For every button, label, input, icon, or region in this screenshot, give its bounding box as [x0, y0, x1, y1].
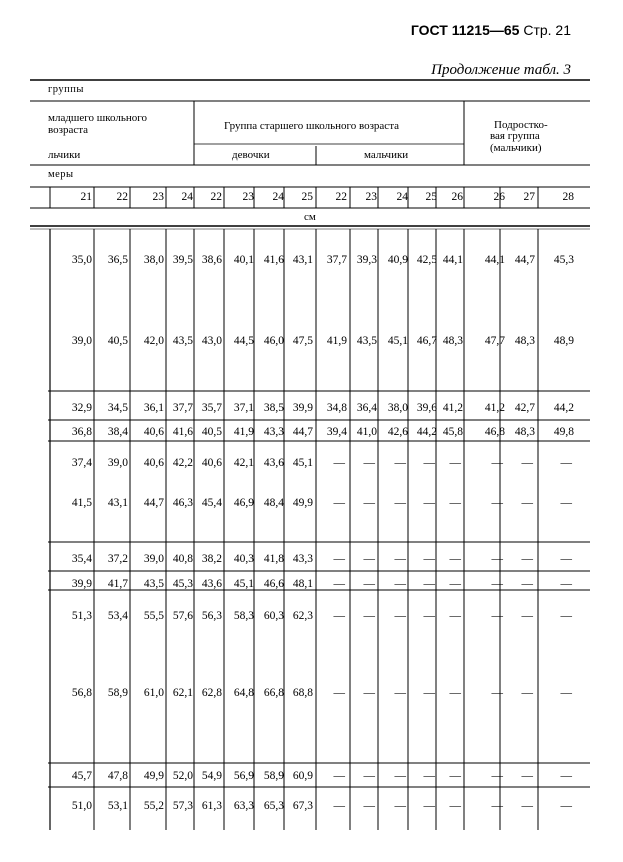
size-header-cell: 24 — [396, 191, 408, 203]
junior-boys-subheader: льчики — [48, 149, 81, 161]
page-number: Стр. 21 — [523, 22, 571, 38]
table-cell: 37,2 — [107, 553, 128, 565]
table-cell: 56,9 — [233, 770, 254, 782]
table-cell: — — [333, 553, 345, 565]
table-cell: 60,3 — [263, 610, 284, 622]
table-cell: — — [521, 457, 533, 469]
table-cell: 39,6 — [416, 402, 437, 414]
table-cell: 58,9 — [107, 687, 128, 699]
table-cell: 43,3 — [263, 426, 284, 438]
table-cell: 56,3 — [201, 610, 222, 622]
table-cell: — — [491, 770, 503, 782]
table-cell: 48,1 — [292, 578, 313, 590]
size-header-cell: 26 — [451, 191, 463, 203]
table-cell: — — [394, 457, 406, 469]
table-cell: 39,9 — [71, 578, 92, 590]
table-cell: 40,6 — [143, 426, 164, 438]
table-cell: — — [521, 578, 533, 590]
table-cell: — — [560, 578, 572, 590]
table-cell: 36,5 — [107, 254, 128, 266]
table-cell: — — [363, 497, 375, 509]
table-cell: — — [363, 457, 375, 469]
table-cell: 41,5 — [71, 497, 92, 509]
table-cell: 39,0 — [107, 457, 128, 469]
table-cell: 44,7 — [292, 426, 313, 438]
table-cell: 41,9 — [233, 426, 254, 438]
table-cell: — — [333, 497, 345, 509]
table-cell: 43,0 — [201, 335, 222, 347]
table-cell: 46,6 — [263, 578, 284, 590]
table-cell: 63,3 — [233, 800, 254, 812]
table-cell: 39,0 — [71, 335, 92, 347]
groups-label: группы — [48, 84, 84, 95]
table-cell: — — [394, 578, 406, 590]
table-cell: 41,2 — [484, 402, 505, 414]
table-cell: 45,3 — [553, 254, 574, 266]
table-cell: 41,7 — [107, 578, 128, 590]
table-cell: — — [363, 610, 375, 622]
table-cell: 48,9 — [553, 335, 574, 347]
table-cell: 42,0 — [143, 335, 164, 347]
table-cell: 65,3 — [263, 800, 284, 812]
table-cell: 34,5 — [107, 402, 128, 414]
table-cell: — — [521, 553, 533, 565]
table-cell: 41,6 — [263, 254, 284, 266]
table-cell: 39,4 — [326, 426, 347, 438]
table-cell: — — [521, 800, 533, 812]
table-cell: 34,8 — [326, 402, 347, 414]
table-cell: 53,1 — [107, 800, 128, 812]
table-cell: 40,8 — [172, 553, 193, 565]
table-cell: 40,9 — [387, 254, 408, 266]
table-cell: — — [363, 578, 375, 590]
size-header-cell: 24 — [272, 191, 284, 203]
table-cell: 41,0 — [356, 426, 377, 438]
table-cell: — — [491, 457, 503, 469]
table-cell: 58,9 — [263, 770, 284, 782]
table-cell: 43,3 — [292, 553, 313, 565]
table-cell: — — [333, 610, 345, 622]
table-cell: 45,8 — [442, 426, 463, 438]
table-cell: — — [363, 770, 375, 782]
table-cell: — — [521, 770, 533, 782]
size-header-cell: 27 — [523, 191, 535, 203]
table-cell: 38,4 — [107, 426, 128, 438]
table-cell: 39,5 — [172, 254, 193, 266]
table-cell: 44,1 — [484, 254, 505, 266]
table-cell: 41,2 — [442, 402, 463, 414]
table-cell: 57,6 — [172, 610, 193, 622]
table-cell: 55,2 — [143, 800, 164, 812]
table-cell: 45,4 — [201, 497, 222, 509]
table-cell: 48,4 — [263, 497, 284, 509]
size-header-cell: 22 — [116, 191, 128, 203]
table-cell: 53,4 — [107, 610, 128, 622]
table-cell: 58,3 — [233, 610, 254, 622]
table-cell: — — [491, 497, 503, 509]
table-cell: 47,7 — [484, 335, 505, 347]
table-cell: — — [560, 457, 572, 469]
table-cell: 49,9 — [143, 770, 164, 782]
table-cell: 46,8 — [484, 426, 505, 438]
table-cell: — — [560, 553, 572, 565]
table-cell: 56,8 — [71, 687, 92, 699]
table-cell: — — [423, 578, 435, 590]
table-cell: — — [560, 497, 572, 509]
table-continuation-label: Продолжение табл. 3 — [431, 62, 571, 78]
table-cell: 43,5 — [172, 335, 193, 347]
table-cell: 44,7 — [514, 254, 535, 266]
table-cell: 43,1 — [107, 497, 128, 509]
table-cell: 40,5 — [107, 335, 128, 347]
table-cell: 38,2 — [201, 553, 222, 565]
table-cell: — — [423, 497, 435, 509]
table-cell: — — [521, 497, 533, 509]
table-cell: — — [333, 800, 345, 812]
table-cell: 45,3 — [172, 578, 193, 590]
table-cell: 46,7 — [416, 335, 437, 347]
measures-label: меры — [48, 169, 74, 180]
table-cell: 49,8 — [553, 426, 574, 438]
table-cell: 62,1 — [172, 687, 193, 699]
table-cell: 40,1 — [233, 254, 254, 266]
table-cell: 45,1 — [387, 335, 408, 347]
table-cell: 40,3 — [233, 553, 254, 565]
table-cell: 51,3 — [71, 610, 92, 622]
table-cell: 43,5 — [356, 335, 377, 347]
table-cell: 32,9 — [71, 402, 92, 414]
table-cell: — — [449, 800, 461, 812]
table-cell: 44,7 — [143, 497, 164, 509]
size-header-cell: 26 — [493, 191, 505, 203]
table-cell: 43,6 — [201, 578, 222, 590]
size-header-cell: 23 — [365, 191, 377, 203]
table-cell: 44,1 — [442, 254, 463, 266]
junior-group-header-line2: возраста — [48, 124, 89, 136]
table-cell: — — [423, 457, 435, 469]
table-cell: 49,9 — [292, 497, 313, 509]
table-cell: — — [394, 800, 406, 812]
table-cell: 43,5 — [143, 578, 164, 590]
size-header-cell: 25 — [425, 191, 437, 203]
table-cell: 47,5 — [292, 335, 313, 347]
table-cell: 36,1 — [143, 402, 164, 414]
table-cell: — — [394, 497, 406, 509]
table-cell: 39,3 — [356, 254, 377, 266]
table-cell: — — [449, 610, 461, 622]
table-cell: — — [333, 578, 345, 590]
girls-subheader: девочки — [232, 149, 270, 161]
table-cell: — — [491, 687, 503, 699]
size-header-cell: 21 — [80, 191, 92, 203]
table-cell: — — [423, 770, 435, 782]
teen-group-header-line3: (мальчики) — [490, 142, 542, 154]
size-header-cell: 23 — [152, 191, 164, 203]
table-cell: — — [449, 770, 461, 782]
table-cell: 42,6 — [387, 426, 408, 438]
table-cell: 41,6 — [172, 426, 193, 438]
table-cell: — — [394, 770, 406, 782]
table-cell: 40,5 — [201, 426, 222, 438]
table-cell: — — [449, 578, 461, 590]
table-cell: 45,7 — [71, 770, 92, 782]
table-cell: 41,9 — [326, 335, 347, 347]
table-cell: 35,0 — [71, 254, 92, 266]
table-cell: — — [333, 687, 345, 699]
table-cell: — — [423, 800, 435, 812]
table-cell: 42,2 — [172, 457, 193, 469]
table-cell: 54,9 — [201, 770, 222, 782]
table-cell: 37,7 — [172, 402, 193, 414]
table-cell: 47,8 — [107, 770, 128, 782]
table-cell: — — [560, 770, 572, 782]
size-header-cell: 24 — [181, 191, 193, 203]
table-cell: 62,8 — [201, 687, 222, 699]
table-cell: 43,6 — [263, 457, 284, 469]
table-cell: 61,0 — [143, 687, 164, 699]
size-header-cell: 28 — [562, 191, 574, 203]
table-cell: 64,8 — [233, 687, 254, 699]
table-cell: — — [394, 687, 406, 699]
table-cell: 42,7 — [514, 402, 535, 414]
table-cell: 67,3 — [292, 800, 313, 812]
table-cell: — — [394, 610, 406, 622]
teen-group-header-line2: вая группа — [490, 130, 540, 142]
table-cell: 37,4 — [71, 457, 92, 469]
teen-group-header-line1: Подростко- — [494, 119, 548, 131]
table-cell: 43,1 — [292, 254, 313, 266]
table-cell: — — [423, 687, 435, 699]
table-cell: — — [449, 553, 461, 565]
table-cell: 38,0 — [143, 254, 164, 266]
table-cell: 35,4 — [71, 553, 92, 565]
table-cell: 60,9 — [292, 770, 313, 782]
table-cell: 48,3 — [442, 335, 463, 347]
table-cell: — — [521, 687, 533, 699]
table-cell: 42,5 — [416, 254, 437, 266]
size-header-cell: 22 — [335, 191, 347, 203]
table-cell: 37,1 — [233, 402, 254, 414]
table-cell: — — [491, 578, 503, 590]
table-cell: 68,8 — [292, 687, 313, 699]
size-header-cell: 25 — [301, 191, 313, 203]
table-cell: 66,8 — [263, 687, 284, 699]
table-cell: — — [363, 553, 375, 565]
table-cell: — — [491, 610, 503, 622]
table-cell: 61,3 — [201, 800, 222, 812]
table-cell: 46,9 — [233, 497, 254, 509]
table-cell: 62,3 — [292, 610, 313, 622]
size-header-cell: 22 — [210, 191, 222, 203]
table-cell: — — [521, 610, 533, 622]
table-cell: — — [449, 687, 461, 699]
table-cell: 42,1 — [233, 457, 254, 469]
table-cell: 48,3 — [514, 426, 535, 438]
table-cell: 51,0 — [71, 800, 92, 812]
table-cell: 44,2 — [553, 402, 574, 414]
table-cell: 40,6 — [201, 457, 222, 469]
boys-subheader: мальчики — [364, 149, 409, 161]
table-cell: 37,7 — [326, 254, 347, 266]
table-cell: — — [560, 800, 572, 812]
table-cell: 35,7 — [201, 402, 222, 414]
table-cell: 55,5 — [143, 610, 164, 622]
table-cell: 45,1 — [233, 578, 254, 590]
table-cell: — — [560, 687, 572, 699]
table-cell: 39,0 — [143, 553, 164, 565]
table-cell: 44,2 — [416, 426, 437, 438]
table-cell: 36,4 — [356, 402, 377, 414]
table-cell: 52,0 — [172, 770, 193, 782]
table-cell: 48,3 — [514, 335, 535, 347]
size-header-cell: 23 — [242, 191, 254, 203]
doc-code: ГОСТ 11215—65 — [410, 22, 520, 38]
unit-label: см — [304, 211, 316, 223]
table-cell: — — [394, 553, 406, 565]
table-cell: 46,0 — [263, 335, 284, 347]
table-cell: 40,6 — [143, 457, 164, 469]
table-cell: — — [333, 770, 345, 782]
table-cell: 41,8 — [263, 553, 284, 565]
table-cell: — — [363, 800, 375, 812]
table-cell: — — [560, 610, 572, 622]
table-cell: 44,5 — [233, 335, 254, 347]
table-cell: — — [491, 553, 503, 565]
table-cell: — — [333, 457, 345, 469]
senior-group-header: Группа старшего школьного возраста — [224, 120, 400, 132]
table-cell: 38,0 — [387, 402, 408, 414]
table-cell: — — [423, 610, 435, 622]
table-cell: 38,5 — [263, 402, 284, 414]
table-cell: 46,3 — [172, 497, 193, 509]
table-cell: — — [449, 457, 461, 469]
junior-group-header-line1: младшего школьного — [48, 112, 148, 124]
table-cell: 36,8 — [71, 426, 92, 438]
table-cell: — — [449, 497, 461, 509]
table-cell: — — [423, 553, 435, 565]
table-cell: 38,6 — [201, 254, 222, 266]
table-cell: — — [491, 800, 503, 812]
table-cell: — — [363, 687, 375, 699]
table-cell: 45,1 — [292, 457, 313, 469]
table-cell: 57,3 — [172, 800, 193, 812]
table-cell: 39,9 — [292, 402, 313, 414]
